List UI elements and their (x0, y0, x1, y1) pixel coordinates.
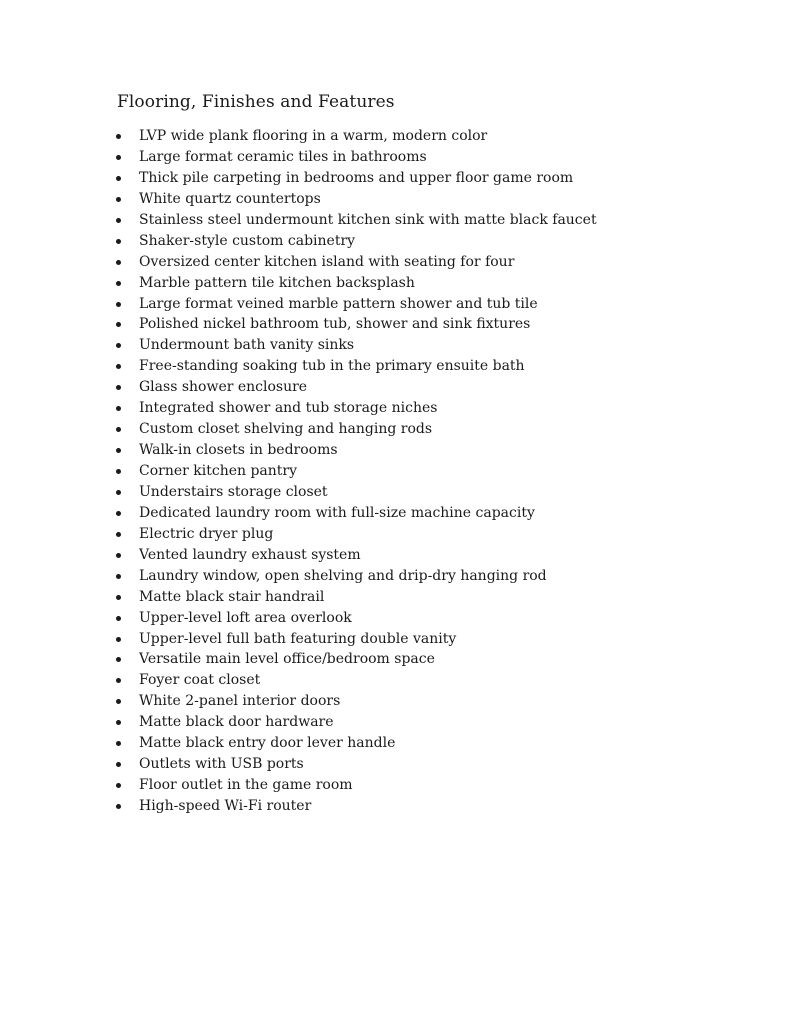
list-item (139, 503, 597, 524)
list-item-text: Large format ceramic tiles in bathrooms (139, 148, 427, 165)
bullet-icon (116, 385, 121, 390)
list-item (139, 398, 597, 419)
list-item-text: White 2-panel interior doors (139, 693, 341, 710)
list-item (139, 796, 597, 817)
section-heading: Flooring, Finishes and Features (117, 92, 395, 112)
list-item (139, 691, 597, 712)
bullet-icon (116, 762, 121, 767)
list-item-text: Matte black door hardware (139, 714, 334, 731)
bullet-icon (116, 469, 121, 474)
list-item-text: Foyer coat closet (139, 672, 261, 689)
list-item-text: Matte black stair handrail (139, 588, 325, 605)
bullet-icon (116, 553, 121, 558)
list-item-text: High-speed Wi-Fi router (139, 798, 312, 814)
list-item (139, 189, 597, 210)
bullet-icon (116, 260, 121, 265)
list-item-text: Glass shower enclosure (139, 379, 308, 396)
list-item-text: Dedicated laundry room with full-size machine capacity (139, 504, 535, 521)
list-item (139, 461, 597, 482)
list-item (139, 126, 597, 147)
list-item (139, 168, 597, 189)
list-item-text: White quartz countertops (139, 190, 321, 207)
bullet-icon (116, 595, 121, 600)
bullet-icon (116, 532, 121, 537)
list-item-text: Electric dryer plug (139, 525, 274, 542)
bullet-icon (116, 783, 121, 788)
list-item (139, 712, 597, 733)
list-item-text: Marble pattern tile kitchen backsplash (139, 274, 415, 291)
bullet-icon (116, 678, 121, 683)
bullet-icon (116, 448, 121, 453)
bullet-icon (116, 302, 121, 307)
list-item (139, 440, 597, 461)
list-item-text: Stainless steel undermount kitchen sink with matte black faucet (139, 211, 597, 228)
list-item (139, 314, 597, 335)
list-item (139, 482, 597, 503)
bullet-icon (116, 176, 121, 181)
list-item-text: Free-standing soaking tub in the primary ensuite bath (139, 358, 525, 375)
list-item-text: Understairs storage closet (139, 483, 328, 500)
bullet-icon (116, 155, 121, 160)
bullet-icon (116, 134, 121, 139)
bullet-icon (116, 616, 121, 621)
bullet-icon (116, 720, 121, 725)
list-item-text: Laundry window, open shelving and drip-dry hanging rod (139, 567, 547, 584)
list-item (139, 231, 597, 252)
list-item (139, 356, 597, 377)
list-item (139, 294, 597, 315)
list-item (139, 252, 597, 273)
list-item-text: Oversized center kitchen island with seating for four (139, 253, 515, 270)
list-item (139, 147, 597, 168)
bullet-icon (116, 741, 121, 746)
list-item (139, 210, 597, 231)
list-item-text: Undermount bath vanity sinks (139, 337, 355, 354)
list-item-text: Upper-level full bath featuring double vanity (139, 630, 457, 647)
list-item-text: Large format veined marble pattern shower and tub tile (139, 295, 538, 312)
bullet-icon (116, 197, 121, 202)
list-item-text: LVP wide plank flooring in a warm, modern color (139, 128, 488, 144)
bullet-icon (116, 427, 121, 432)
list-item-text: Shaker-style custom cabinetry (139, 232, 356, 249)
list-item (139, 273, 597, 294)
list-item-text: Matte black entry door lever handle (139, 735, 396, 752)
bullet-icon (116, 281, 121, 286)
bullet-icon (116, 490, 121, 495)
list-item (139, 377, 597, 398)
bullet-icon (116, 804, 121, 809)
bullet-icon (116, 406, 121, 411)
bullet-icon (116, 322, 121, 327)
list-item (139, 629, 597, 650)
list-item (139, 545, 597, 566)
list-item (139, 566, 597, 587)
list-item (139, 670, 597, 691)
list-item (139, 649, 597, 670)
list-item-text: Vented laundry exhaust system (139, 546, 361, 563)
list-item-text: Upper-level loft area overlook (139, 609, 352, 626)
list-item (139, 587, 597, 608)
list-item (139, 524, 597, 545)
bullet-icon (116, 657, 121, 662)
list-item (139, 335, 597, 356)
bullet-icon (116, 699, 121, 704)
list-item-text: Versatile main level office/bedroom space (139, 651, 435, 668)
list-item-text: Walk-in closets in bedrooms (139, 442, 338, 459)
bullet-icon (116, 574, 121, 579)
list-item-text: Floor outlet in the game room (139, 777, 353, 794)
bullet-icon (116, 239, 121, 244)
bullet-icon (116, 637, 121, 642)
list-item (139, 733, 597, 754)
feature-list (139, 126, 597, 817)
list-item (139, 608, 597, 629)
list-item-text: Thick pile carpeting in bedrooms and upper floor game room (139, 169, 574, 186)
list-item (139, 754, 597, 775)
list-item-text: Polished nickel bathroom tub, shower and sink fixtures (139, 316, 531, 333)
list-item-text: Outlets with USB ports (139, 756, 304, 773)
list-item-text: Corner kitchen pantry (139, 463, 298, 479)
bullet-icon (116, 511, 121, 516)
list-item (139, 419, 597, 440)
bullet-icon (116, 343, 121, 348)
list-item-text: Integrated shower and tub storage niches (139, 400, 438, 417)
list-item (139, 775, 597, 796)
bullet-icon (116, 364, 121, 369)
bullet-icon (116, 218, 121, 223)
list-item-text: Custom closet shelving and hanging rods (139, 421, 433, 438)
